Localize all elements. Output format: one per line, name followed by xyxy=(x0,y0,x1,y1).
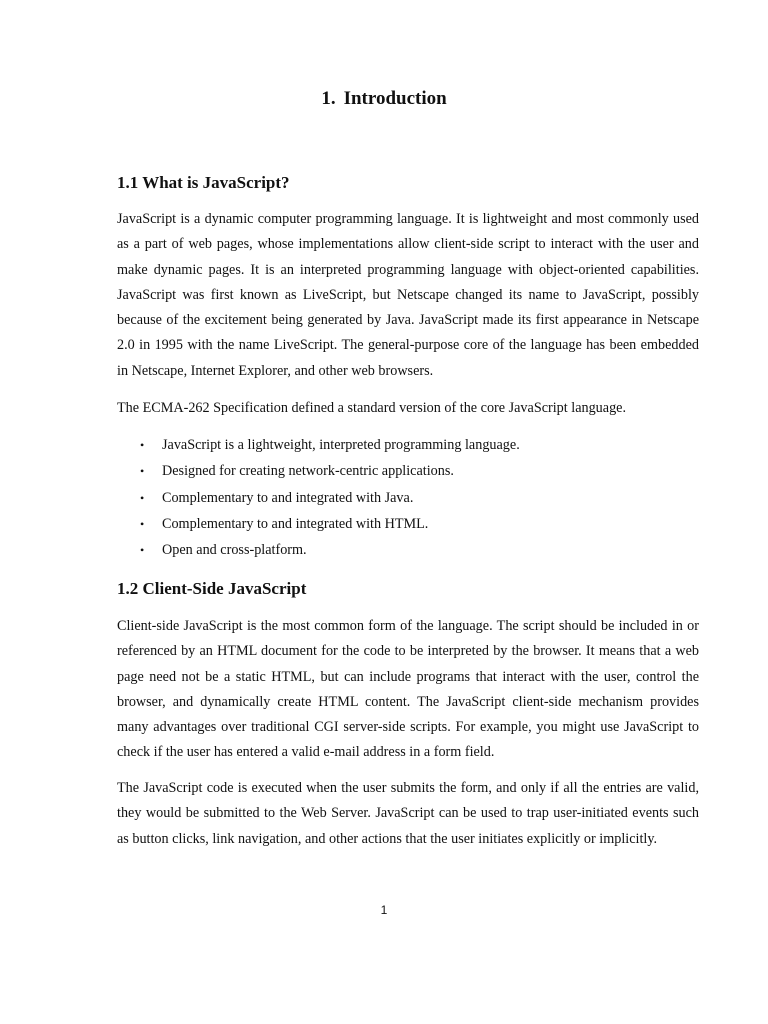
paragraph-form-validation: The JavaScript code is executed when the user submits the form, and only if all the entries are valid, they would be submitted to the Web Server. JavaScript can be used to trap user-initiated events such as button clicks, link navigation, and other actions that the user initiates explicitly or implicitly. xyxy=(117,780,699,847)
bullet-icon: • xyxy=(140,438,145,452)
list-item-text: Complementary to and integrated with Java. xyxy=(162,489,414,506)
page-number: 1 xyxy=(380,903,388,917)
list-item xyxy=(136,537,696,563)
chapter-title-text: Introduction xyxy=(343,88,447,109)
list-item-text: Open and cross-platform. xyxy=(162,542,307,559)
bullet-icon: • xyxy=(140,543,145,558)
bullet-icon: • xyxy=(140,490,145,505)
paragraph-ecma-specification: The ECMA-262 Specification defined a standard version of the core JavaScript language. xyxy=(117,400,627,416)
section-heading-what-is-javascript: 1.1 What is JavaScript? xyxy=(117,173,290,192)
section-heading-client-side-javascript: 1.2 Client-Side JavaScript xyxy=(117,579,307,598)
bullet-icon: • xyxy=(140,464,145,479)
list-item-text: JavaScript is a lightweight, interpreted programming language. xyxy=(162,437,520,453)
chapter-number: 1. xyxy=(321,88,336,109)
paragraph-javascript-overview: JavaScript is a dynamic computer programming language. It is lightweight and most commonly used as a part of web pages, whose implementations allow client-side script to interact with the user and make dynamic pages. It is an interpreted programming language with object-oriented capabilities. JavaScript was first known as LiveScript, but Netscape changed its name to JavaScript, possibly because of the excitement being generated by Java. JavaScript made its first appearance in Netscape 2.0 in 1995 with the name LiveScript. The general-purpose core of the language has been embedded in Netscape, Internet Explorer, and other web browsers. xyxy=(117,211,699,379)
bullet-icon: • xyxy=(140,516,145,531)
list-item xyxy=(136,511,696,537)
list-item-text: Designed for creating network-centric applications. xyxy=(162,463,454,480)
chapter-title xyxy=(0,86,768,112)
paragraph-client-side-overview: Client-side JavaScript is the most common form of the language. The script should be included in or referenced by an HTML document for the code to be interpreted by the browser. It means that a web page need not be a static HTML, but can include programs that interact with the user, control the browser, and dynamically create HTML content. The JavaScript client-side mechanism provides many advantages over traditional CGI server-side scripts. For example, you might use JavaScript to check if the user has entered a valid e-mail address in a form field. xyxy=(117,618,699,761)
list-item xyxy=(136,432,696,458)
feature-bullet-list xyxy=(136,432,696,563)
list-item-text: Complementary to and integrated with HTML. xyxy=(162,515,429,532)
list-item xyxy=(136,458,696,484)
list-item xyxy=(136,485,696,511)
